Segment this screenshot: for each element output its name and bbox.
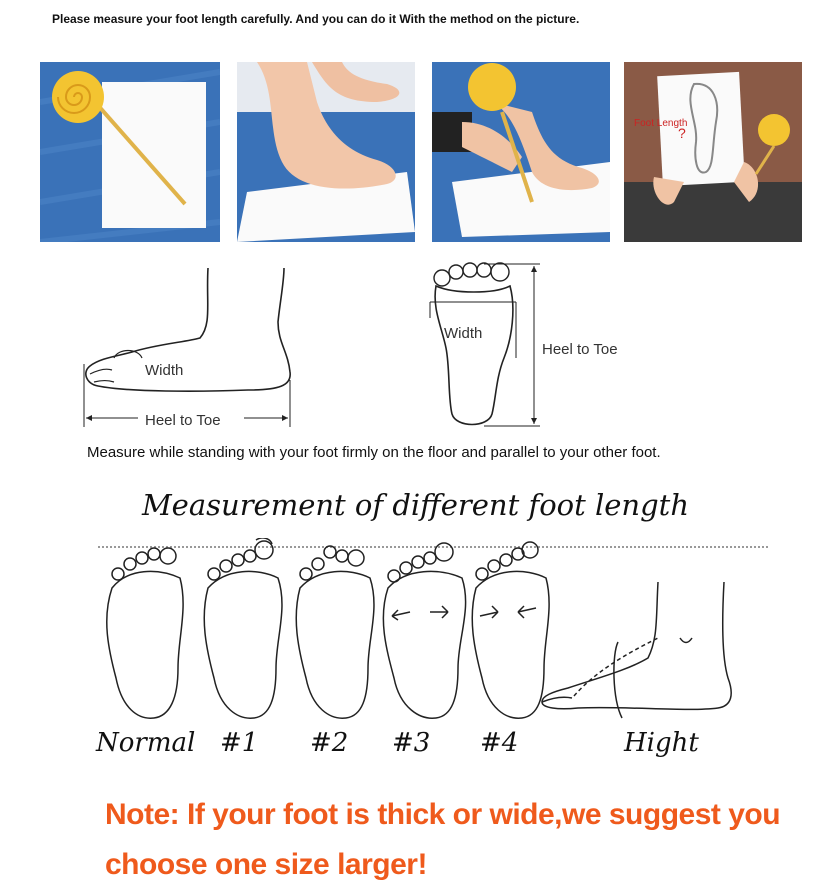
type1-foot-outline	[204, 538, 282, 718]
section-heading: Measurement of different foot length	[141, 488, 689, 522]
label-hight: Hight	[624, 728, 699, 758]
side-width-label: Width	[145, 362, 184, 379]
high-instep-foot-outline	[542, 582, 731, 718]
photo-foot-on-paper	[237, 62, 415, 242]
label-type4: #4	[480, 728, 519, 758]
label-type2: #2	[310, 728, 349, 758]
normal-foot-outline	[107, 548, 183, 718]
photo-foot-length-paper	[624, 62, 802, 242]
side-view-diagram	[78, 262, 300, 434]
label-normal: Normal	[96, 728, 196, 758]
size-note	[105, 790, 805, 890]
side-length-label: Heel to Toe	[145, 412, 221, 429]
intro-text: Please measure your foot length carefully. And you can do it With the method on the picture.	[52, 12, 580, 26]
note-line-1: Note: If your foot is thick or wide,we suggest you	[105, 798, 781, 831]
instruction-text: Measure while standing with your foot firmly on the floor and parallel to your other foot.	[87, 444, 661, 461]
foot-types-illustration	[98, 538, 768, 728]
type3-foot-outline	[383, 543, 465, 718]
label-type1: #1	[220, 728, 259, 758]
type4-foot-outline	[472, 542, 549, 718]
label-type3: #3	[392, 728, 431, 758]
type2-foot-outline	[296, 546, 374, 718]
question-mark: ?	[678, 125, 686, 141]
photo-pen-on-paper	[40, 62, 220, 242]
top-width-label: Width	[444, 325, 483, 342]
top-view-diagram	[424, 258, 644, 434]
photo-tracing-foot	[432, 62, 610, 242]
top-length-label: Heel to Toe	[542, 341, 618, 358]
foot-length-photo-label: Foot Length	[634, 118, 688, 129]
note-line-2: choose one size larger!	[105, 848, 427, 881]
